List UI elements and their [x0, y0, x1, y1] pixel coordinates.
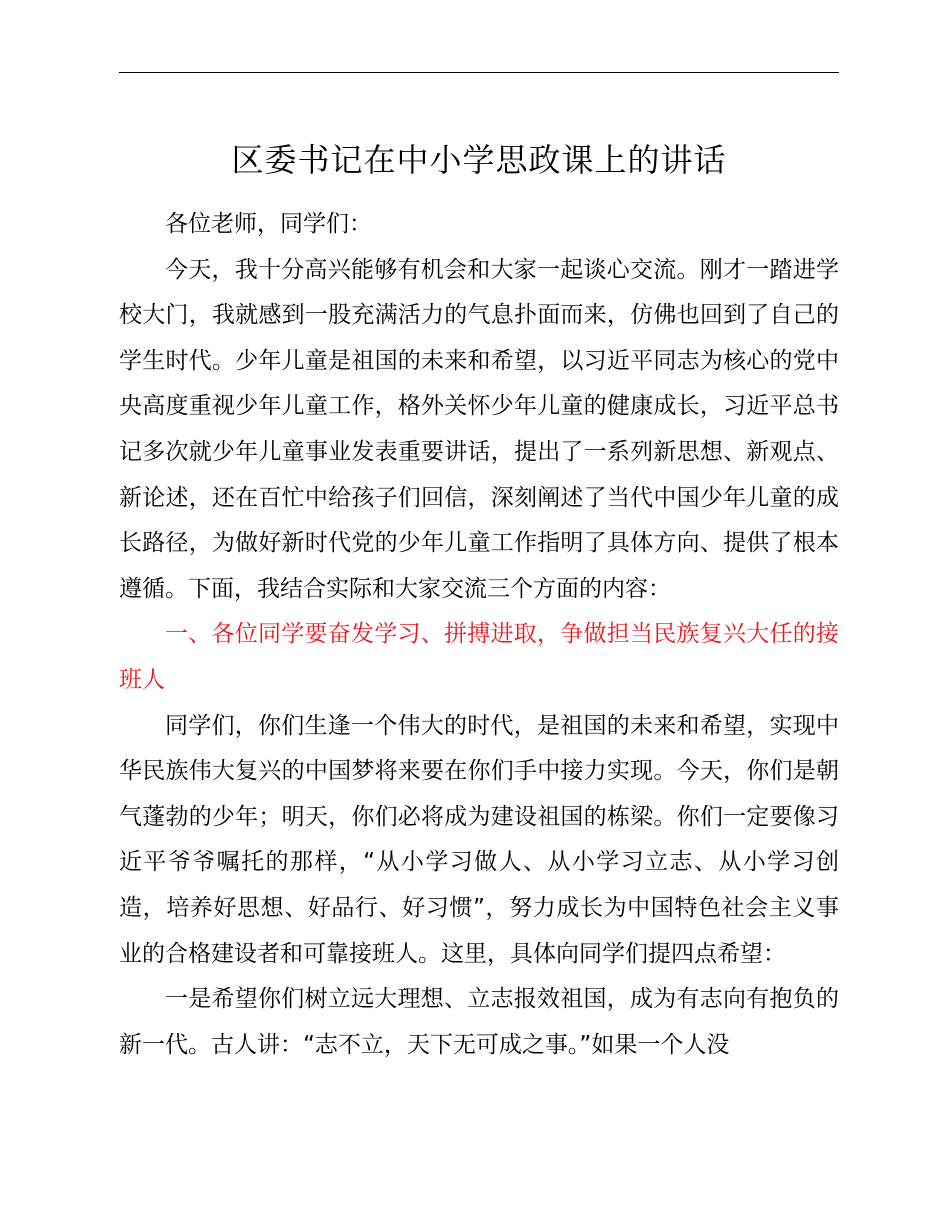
document-body [119, 202, 839, 1068]
section-heading-1: 一、各位同学要奋发学习、拼搏进取，争做担当民族复兴大任的接班人 [119, 621, 839, 693]
document-title: 区委书记在中小学思政课上的讲话 [231, 141, 727, 179]
header-rule [119, 72, 839, 73]
body-paragraph: 同学们，你们生逢一个伟大的时代，是祖国的未来和希望，实现中华民族伟大复兴的中国梦将来要在你们手中接力实现。今天，你们是朝气蓬勃的少年；明天，你们必将成为建设祖国的栋梁。你们一定要像习近平爷爷嘱托的那样，“从小学习做人、从小学习立志、从小学习创造，培养好思想、好品行、好习惯”，努力成长为中国特色社会主义事业的合格建设者和可靠接班人。这里，具体向同学们提四点希望： [119, 712, 839, 967]
body-paragraph: 一是希望你们树立远大理想、立志报效祖国，成为有志向有抱负的新一代。古人讲：“志不立，天下无可成之事。”如果一个人没 [119, 986, 839, 1058]
salutation: 各位老师，同学们： [165, 211, 372, 237]
intro-paragraph: 今天，我十分高兴能够有机会和大家一起谈心交流。刚才一踏进学校大门，我就感到一股充满活力的气息扑面而来，仿佛也回到了自己的学生时代。少年儿童是祖国的未来和希望，以习近平同志为核心的党中央高度重视少年儿童工作，格外关怀少年儿童的健康成长，习近平总书记多次就少年儿童事业发表重要讲话，提出了一系列新思想、新观点、新论述，还在百忙中给孩子们回信，深刻阐述了当代中国少年儿童的成长路径，为做好新时代党的少年儿童工作指明了具体方向、提供了根本遵循。下面，我结合实际和大家交流三个方面的内容： [119, 256, 839, 602]
